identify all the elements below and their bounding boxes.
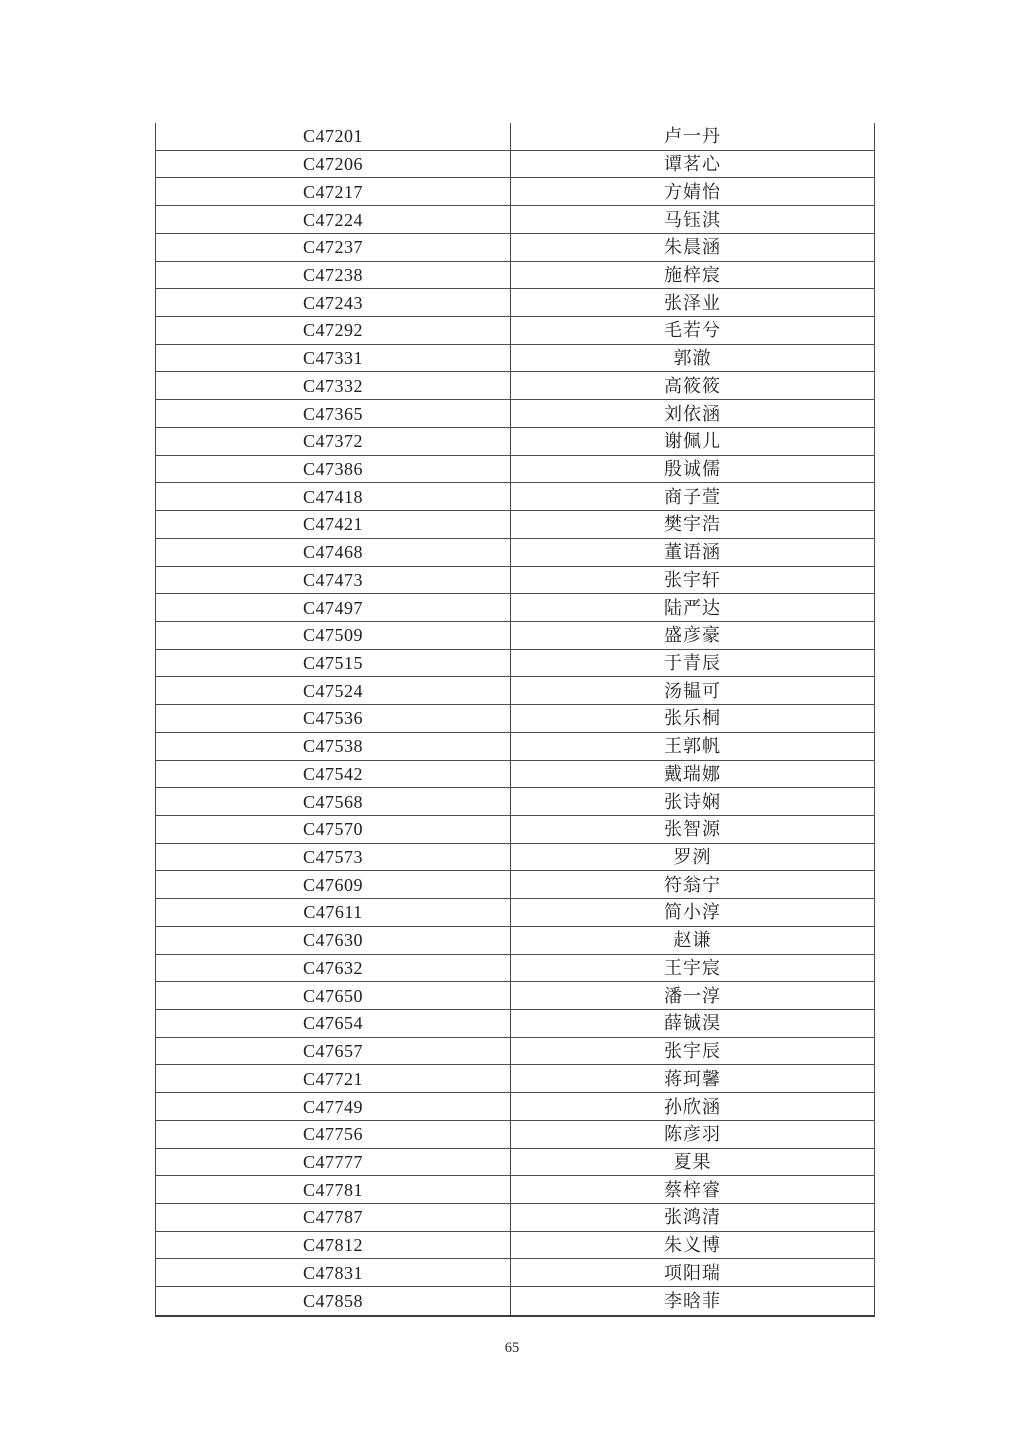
candidate-name: 赵谦: [673, 930, 712, 951]
candidate-name: 罗洌: [673, 847, 712, 868]
candidate-id: C47238: [156, 262, 511, 289]
candidate-name: 王郭帆: [664, 736, 721, 757]
table-row: [156, 927, 874, 955]
candidate-name: 王宇宸: [664, 957, 721, 978]
candidate-id: C47331: [156, 345, 511, 372]
candidate-name: 张乐桐: [664, 708, 721, 729]
table-row: [156, 844, 874, 872]
table-row: [156, 1204, 874, 1232]
candidate-id: C47657: [156, 1038, 511, 1065]
candidate-id: C47542: [156, 761, 511, 788]
table-row: [156, 345, 874, 373]
table-row: [156, 317, 874, 345]
candidate-id: C47243: [156, 289, 511, 316]
table-row: [156, 1259, 874, 1287]
table-row: [156, 289, 874, 317]
candidate-name: 项阳瑞: [664, 1262, 721, 1283]
table-row: [156, 123, 874, 151]
table-row: [156, 761, 874, 789]
table-row: [156, 206, 874, 234]
table-row: [156, 456, 874, 484]
candidate-id: C47858: [156, 1287, 511, 1315]
table-row: [156, 622, 874, 650]
candidate-id: C47756: [156, 1121, 511, 1148]
candidate-id: C47524: [156, 677, 511, 704]
candidate-id: C47721: [156, 1065, 511, 1092]
candidate-name: 张泽业: [664, 292, 721, 313]
candidate-name: 商子萱: [664, 486, 721, 507]
candidate-name: 张智源: [664, 819, 721, 840]
table-row: [156, 1093, 874, 1121]
candidate-id: C47749: [156, 1093, 511, 1120]
candidate-name: 樊宇浩: [664, 514, 721, 535]
candidate-name: 方婧怡: [664, 181, 721, 202]
candidate-id: C47536: [156, 705, 511, 732]
table-row: [156, 1232, 874, 1260]
candidate-name: 薛铖淏: [664, 1013, 721, 1034]
table-row: [156, 899, 874, 927]
candidate-name: 张诗娴: [664, 791, 721, 812]
table-row: [156, 1176, 874, 1204]
candidate-id: C47386: [156, 456, 511, 483]
table-row: [156, 871, 874, 899]
candidate-id: C47654: [156, 1010, 511, 1037]
candidate-name: 盛彦豪: [664, 625, 721, 646]
table-row: [156, 955, 874, 983]
candidate-name: 张鸿清: [664, 1207, 721, 1228]
candidate-name: 陆严达: [664, 597, 721, 618]
candidate-id: C47573: [156, 844, 511, 871]
candidate-id: C47570: [156, 816, 511, 843]
candidate-name: 张宇辰: [664, 1041, 721, 1062]
candidate-name: 夏果: [673, 1151, 712, 1172]
candidate-id: C47201: [156, 123, 511, 150]
candidate-id: C47365: [156, 400, 511, 427]
candidate-id: C47237: [156, 234, 511, 261]
candidate-id: C47515: [156, 650, 511, 677]
candidate-name: 符翁宁: [664, 874, 721, 895]
candidate-name: 李晗菲: [664, 1291, 721, 1312]
candidate-name: 汤韫可: [664, 680, 721, 701]
candidate-name: 陈彦羽: [664, 1124, 721, 1145]
candidate-id: C47611: [156, 899, 511, 926]
table-row: [156, 650, 874, 678]
candidate-name: 潘一淳: [664, 985, 721, 1006]
candidate-id: C47812: [156, 1232, 511, 1259]
table-row: [156, 567, 874, 595]
table-row: [156, 178, 874, 206]
candidate-id: C47568: [156, 788, 511, 815]
table-row: [156, 1038, 874, 1066]
candidate-id: C47781: [156, 1176, 511, 1203]
candidate-id: C47831: [156, 1259, 511, 1286]
candidate-name: 高筱筱: [664, 375, 721, 396]
roster-table: [155, 123, 875, 1317]
candidate-id: C47473: [156, 567, 511, 594]
candidate-name: 蔡梓睿: [664, 1179, 721, 1200]
table-row: [156, 816, 874, 844]
candidate-id: C47497: [156, 594, 511, 621]
table-row: [156, 705, 874, 733]
table-row: [156, 483, 874, 511]
candidate-name: 简小淳: [664, 902, 721, 923]
candidate-name: 刘依涵: [664, 403, 721, 424]
candidate-id: C47538: [156, 733, 511, 760]
page-number: 65: [504, 1340, 520, 1356]
candidate-name: 谢佩儿: [664, 431, 721, 452]
table-row: [156, 372, 874, 400]
table-row: [156, 428, 874, 456]
candidate-name: 张宇轩: [664, 569, 721, 590]
candidate-name: 董语涵: [664, 542, 721, 563]
table-row: [156, 234, 874, 262]
candidate-name: 于青辰: [664, 653, 721, 674]
candidate-name: 谭茗心: [664, 154, 721, 175]
candidate-name: 朱义博: [664, 1235, 721, 1256]
candidate-id: C47787: [156, 1204, 511, 1231]
candidate-id: C47224: [156, 206, 511, 233]
candidate-id: C47332: [156, 372, 511, 399]
table-row: [156, 1010, 874, 1038]
table-row: [156, 400, 874, 428]
candidate-name: 郭澈: [673, 348, 712, 369]
table-row: [156, 677, 874, 705]
candidate-name: 卢一丹: [664, 126, 721, 147]
candidate-name: 孙欣涵: [664, 1096, 721, 1117]
table-row: [156, 511, 874, 539]
candidate-name: 施梓宸: [664, 264, 721, 285]
table-row: [156, 982, 874, 1010]
table-row: [156, 262, 874, 290]
candidate-name: 戴瑞娜: [664, 763, 721, 784]
candidate-id: C47292: [156, 317, 511, 344]
candidate-id: C47217: [156, 178, 511, 205]
candidate-id: C47418: [156, 483, 511, 510]
table-row: [156, 1149, 874, 1177]
table-row: [156, 151, 874, 179]
candidate-id: C47468: [156, 539, 511, 566]
candidate-id: C47777: [156, 1149, 511, 1176]
candidate-id: C47609: [156, 871, 511, 898]
candidate-name: 马钰淇: [664, 209, 721, 230]
candidate-name: 毛若兮: [664, 320, 721, 341]
table-row: [156, 594, 874, 622]
table-row: [156, 539, 874, 567]
candidate-id: C47650: [156, 982, 511, 1009]
table-row: [156, 1065, 874, 1093]
table-row: [156, 1287, 874, 1315]
table-row: [156, 788, 874, 816]
candidate-id: C47372: [156, 428, 511, 455]
candidate-id: C47632: [156, 955, 511, 982]
candidate-id: C47509: [156, 622, 511, 649]
candidate-id: C47630: [156, 927, 511, 954]
candidate-id: C47421: [156, 511, 511, 538]
table-row: [156, 733, 874, 761]
candidate-id: C47206: [156, 151, 511, 178]
table-row: [156, 1121, 874, 1149]
candidate-name: 殷诚儒: [664, 458, 721, 479]
candidate-name: 朱晨涵: [664, 237, 721, 258]
candidate-name: 蒋珂馨: [664, 1068, 721, 1089]
